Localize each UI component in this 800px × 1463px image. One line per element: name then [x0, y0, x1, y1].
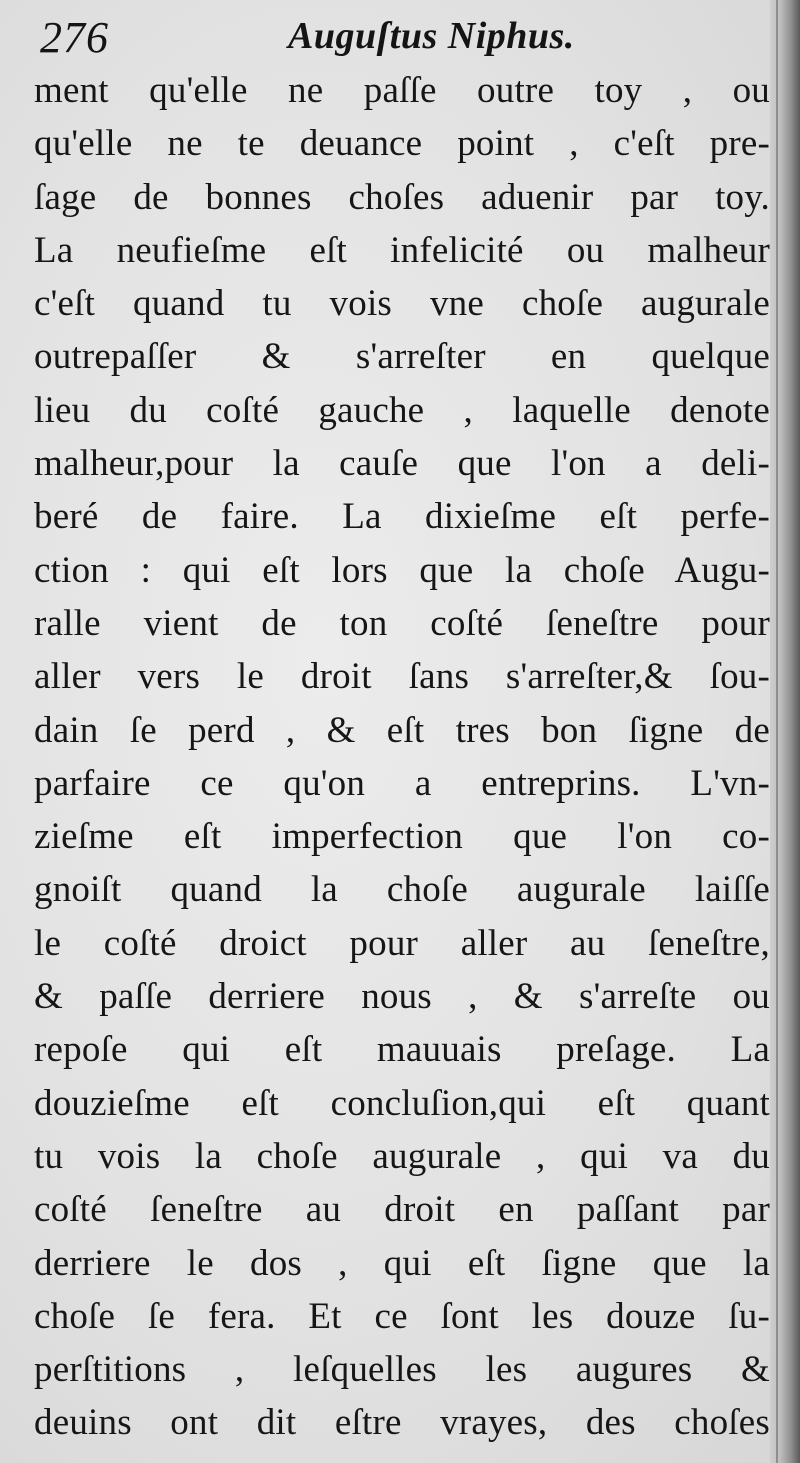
- running-head: Auguſtus Niphus.: [288, 15, 575, 57]
- gutter-shadow-line: [776, 0, 778, 1463]
- text-line: outrepaſſer & s'arreſter en quelque: [34, 336, 770, 378]
- text-line: derriere le dos , qui eſt ſigne que la: [34, 1242, 770, 1284]
- body-text: [34, 64, 770, 1450]
- text-line: dain ſe perd , & eſt tres bon ſigne de: [34, 709, 770, 751]
- text-line: beré de faire. La dixieſme eſt perfe-: [34, 496, 770, 538]
- text-line: douzieſme eſt concluſion,qui eſt quant: [34, 1082, 770, 1124]
- text-line: le coſté droict pour aller au ſeneſtre,: [34, 922, 770, 964]
- text-line: repoſe qui eſt mauuais preſage. La: [34, 1029, 770, 1071]
- text-line: ſage de bonnes choſes aduenir par toy.: [34, 176, 770, 218]
- text-line: parfaire ce qu'on a entreprins. L'vn-: [34, 762, 770, 804]
- text-line: perſtitions , leſquelles les augures &: [34, 1349, 770, 1391]
- text-line: ralle vient de ton coſté ſeneſtre pour: [34, 602, 770, 644]
- text-line: zieſme eſt imperfection que l'on co-: [34, 816, 770, 858]
- text-line: tu vois la choſe augurale , qui va du: [34, 1135, 770, 1177]
- text-line: coſté ſeneſtre au droit en paſſant par: [34, 1189, 770, 1231]
- page-number: 276: [40, 13, 109, 62]
- text-line: aller vers le droit ſans s'arreſter,& ſou-: [34, 656, 770, 698]
- text-line: deuins ont dit eſtre vrayes, des choſes: [34, 1402, 770, 1444]
- text-line: ction : qui eſt lors que la choſe Augu-: [34, 549, 770, 591]
- text-line: c'eſt quand tu vois vne choſe augurale: [34, 283, 770, 325]
- text-line: qu'elle ne te deuance point , c'eſt pre-: [34, 123, 770, 165]
- page-header: [40, 12, 760, 64]
- text-line: La neufieſme eſt infelicité ou malheur: [34, 229, 770, 271]
- text-line: ment qu'elle ne paſſe outre toy , ou: [34, 70, 770, 111]
- text-line: choſe ſe fera. Et ce ſont les douze ſu-: [34, 1295, 770, 1337]
- page-gutter: [770, 0, 800, 1463]
- text-line: gnoiſt quand la choſe augurale laiſſe: [34, 869, 770, 911]
- text-line: lieu du coſté gauche , laquelle denote: [34, 389, 770, 431]
- text-line: malheur,pour la cauſe que l'on a deli-: [34, 443, 770, 485]
- text-line: & paſſe derriere nous , & s'arreſte ou: [34, 976, 770, 1018]
